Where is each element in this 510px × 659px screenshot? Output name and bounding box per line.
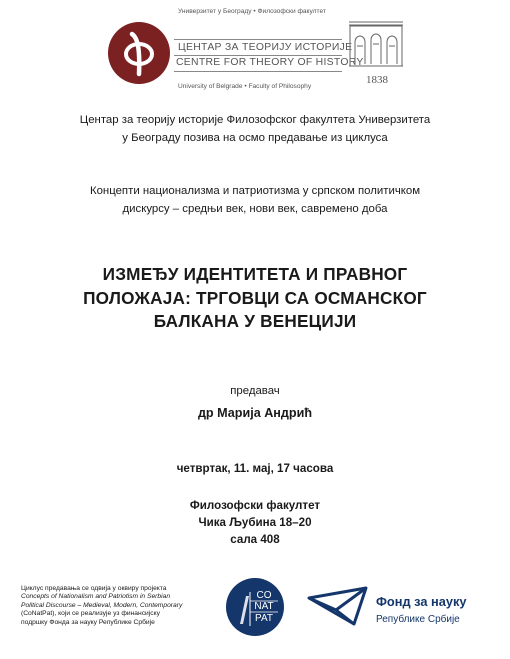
project-note-line-4: (CoNatPat), који се реализује уз финансијску xyxy=(21,610,160,618)
intro-line-2: у Београду позива на осмо предавање из циклуса xyxy=(122,132,388,144)
center-name-en: CENTRE FOR THEORY OF HISTORY xyxy=(176,57,364,68)
science-fund-subtitle: Републике Србије xyxy=(376,614,460,625)
header-rule-mid xyxy=(174,55,342,56)
lecture-title-line-1: ИЗМЕЂУ ИДЕНТИТЕТА И ПРАВНОГ xyxy=(102,264,408,284)
center-name-sr: ЦЕНТАР ЗА ТЕОРИЈУ ИСТОРИЈЕ xyxy=(178,42,353,53)
lecturer-role: предавач xyxy=(230,385,280,397)
venue-line-2: Чика Љубина 18–20 xyxy=(198,516,312,529)
event-datetime: четвртак, 11. мај, 17 часова xyxy=(176,462,334,475)
venue-line-3: сала 408 xyxy=(230,533,280,546)
lecturer-name: др Марија Андрић xyxy=(197,406,313,420)
conatpat-line-2: NAT xyxy=(254,601,274,612)
header-rule-bottom xyxy=(174,71,342,72)
event-venue xyxy=(0,497,510,548)
center-logo xyxy=(108,22,170,84)
intro-line-1: Центар за теорију историје Филозофског факултета Универзитета xyxy=(79,114,431,126)
project-note-line-1: Циклус предавања се одвија у оквиру пројекта xyxy=(21,585,167,592)
logo-letter: Ф xyxy=(136,77,142,83)
lecture-title-line-3: БАЛКАНА У ВЕНЕЦИЈИ xyxy=(153,311,357,331)
series-line-1: Концепти национализма и патриотизма у српском политичком xyxy=(89,185,421,197)
conatpat-line-3: PAT xyxy=(255,613,273,624)
lecture-title xyxy=(0,263,510,334)
lecture-title-line-2: ПОЛОЖАЈА: ТРГОВЦИ СА ОСМАНСКОГ xyxy=(83,287,427,308)
series-title xyxy=(0,182,510,218)
project-note-italic-2: Political Discourse – Medieval, Modern, Contemporary xyxy=(21,601,183,609)
university-name-sr: Универзитет у Београду • Филозофски факултет xyxy=(178,8,326,15)
venue-line-1: Филозофски факултет xyxy=(189,499,321,512)
project-note xyxy=(21,585,233,627)
project-note-line-5: подршку Фонда за науку Републике Србије xyxy=(21,618,155,626)
science-fund-name: Фонд за науку xyxy=(376,594,467,609)
series-line-2: дискурсу – средњи век, нови век, савремено доба xyxy=(122,203,388,215)
project-note-italic-1: Concepts of Nationalism and Patriotism in Serbian xyxy=(21,593,171,601)
intro-text xyxy=(0,111,510,147)
header-rule-top xyxy=(174,39,342,40)
conatpat-line-1: CO xyxy=(256,590,272,601)
conatpat-logo xyxy=(226,578,284,636)
science-fund-logo-icon xyxy=(306,584,378,628)
university-name-en: University of Belgrade • Faculty of Philosophy xyxy=(178,83,312,90)
faculty-building-icon xyxy=(347,16,405,68)
founding-year: 1838 xyxy=(366,74,388,86)
